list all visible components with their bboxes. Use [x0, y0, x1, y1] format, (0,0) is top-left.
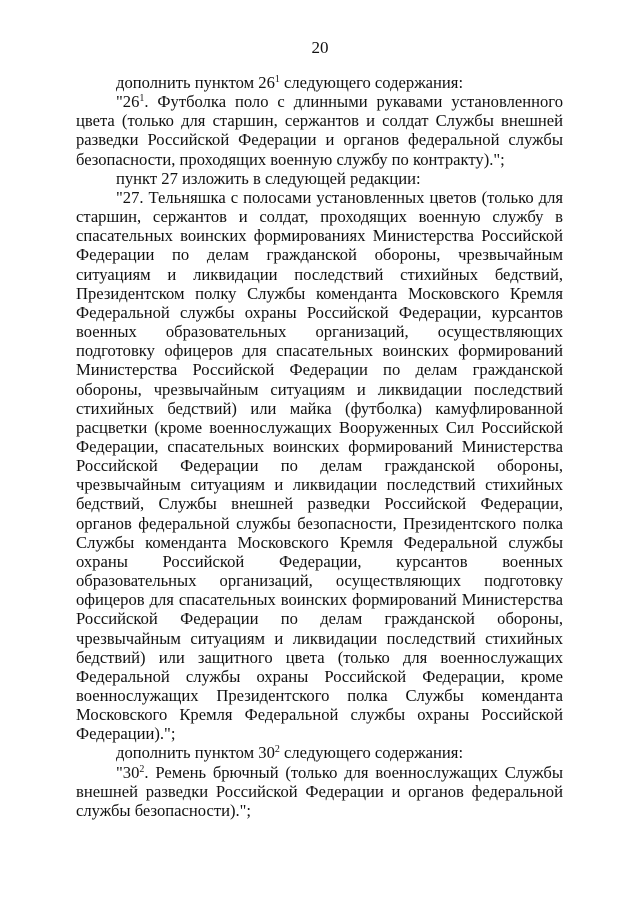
paragraph-text: . Футболка поло с длинными рукавами установленного цвета (только для старшин, сержантов и солдат Службы внешней разведки Российской Федерации и органов федеральной службы безопасности, проходящих военную службу по контракту).";: [76, 92, 563, 169]
paragraph-text: дополнить пунктом 26: [116, 73, 275, 92]
paragraph-item-27-intro: пункт 27 изложить в следующей редакции:: [116, 168, 421, 188]
paragraph-item-27: "27. Тельняшка с полосами установленных цветов (только для старшин, сержантов и солдат, проходящих военную службу в спасательных воинских формированиях Министерства Российской Федерации по делам гражданской обороны, чрезвычайным ситуациям и ликвидации последствий стихийных бедствий, Президентском полку Службы коменданта Московского Кремля Федеральной службы охраны Российской Федерации, курсантов военных образовательных организаций, осуществляющих подготовку офицеров для спасательных воинских формирований Министерства Российской Федерации по делам гражданской обороны, чрезвычайным ситуациям и ликвидации последствий стихийных бедствий) или майка (футболка) камуфлированной расцветки (кроме военнослужащих Вооруженных Сил Российской Федерации, спасательных воинских формирований Министерства Российской Федерации по делам гражданской обороны, чрезвычайным ситуациям и ликвидации последствий стихийных бедствий, Службы внешней разведки Российской Федерации, органов федеральной службы безопасности, Президентского полка Службы коменданта Московского Кремля Федеральной службы охраны Российской Федерации, курсантов военных образовательных организаций, осуществляющих подготовку офицеров для спасательных воинских формирований Министерства Российской Федерации по делам гражданской обороны, чрезвычайным ситуациям и ликвидации последствий стихийных бедствий) или защитного цвета (только для военнослужащих Федеральной службы охраны Российской Федерации, кроме военнослужащих Президентского полка Службы коменданта Московского Кремля Федеральной службы охраны Российской Федерации).";: [76, 187, 563, 744]
superscript: 1: [274, 74, 280, 85]
paragraph-text: "26: [116, 92, 140, 112]
superscript: 2: [139, 763, 145, 775]
superscript: 2: [274, 744, 280, 756]
paragraph-text: . Ремень брючный (только для военнослужащих Службы внешней разведки Российской Федерации и органов федеральной службы безопасности).";: [76, 762, 563, 820]
paragraph-text: следующего содержания:: [279, 73, 464, 92]
paragraph-text: "30: [116, 762, 140, 782]
document-body: [76, 73, 563, 820]
superscript: 1: [139, 93, 145, 105]
paragraph-item-26-1: [76, 92, 563, 169]
page-number: 20: [311, 38, 329, 57]
paragraph-item-30-2: [76, 763, 563, 820]
paragraph-add-item-30-2: [76, 743, 563, 762]
paragraph-add-item-26-1: [76, 73, 563, 92]
paragraph-text: следующего содержания:: [279, 743, 464, 763]
paragraph-text: дополнить пунктом 30: [116, 743, 275, 763]
